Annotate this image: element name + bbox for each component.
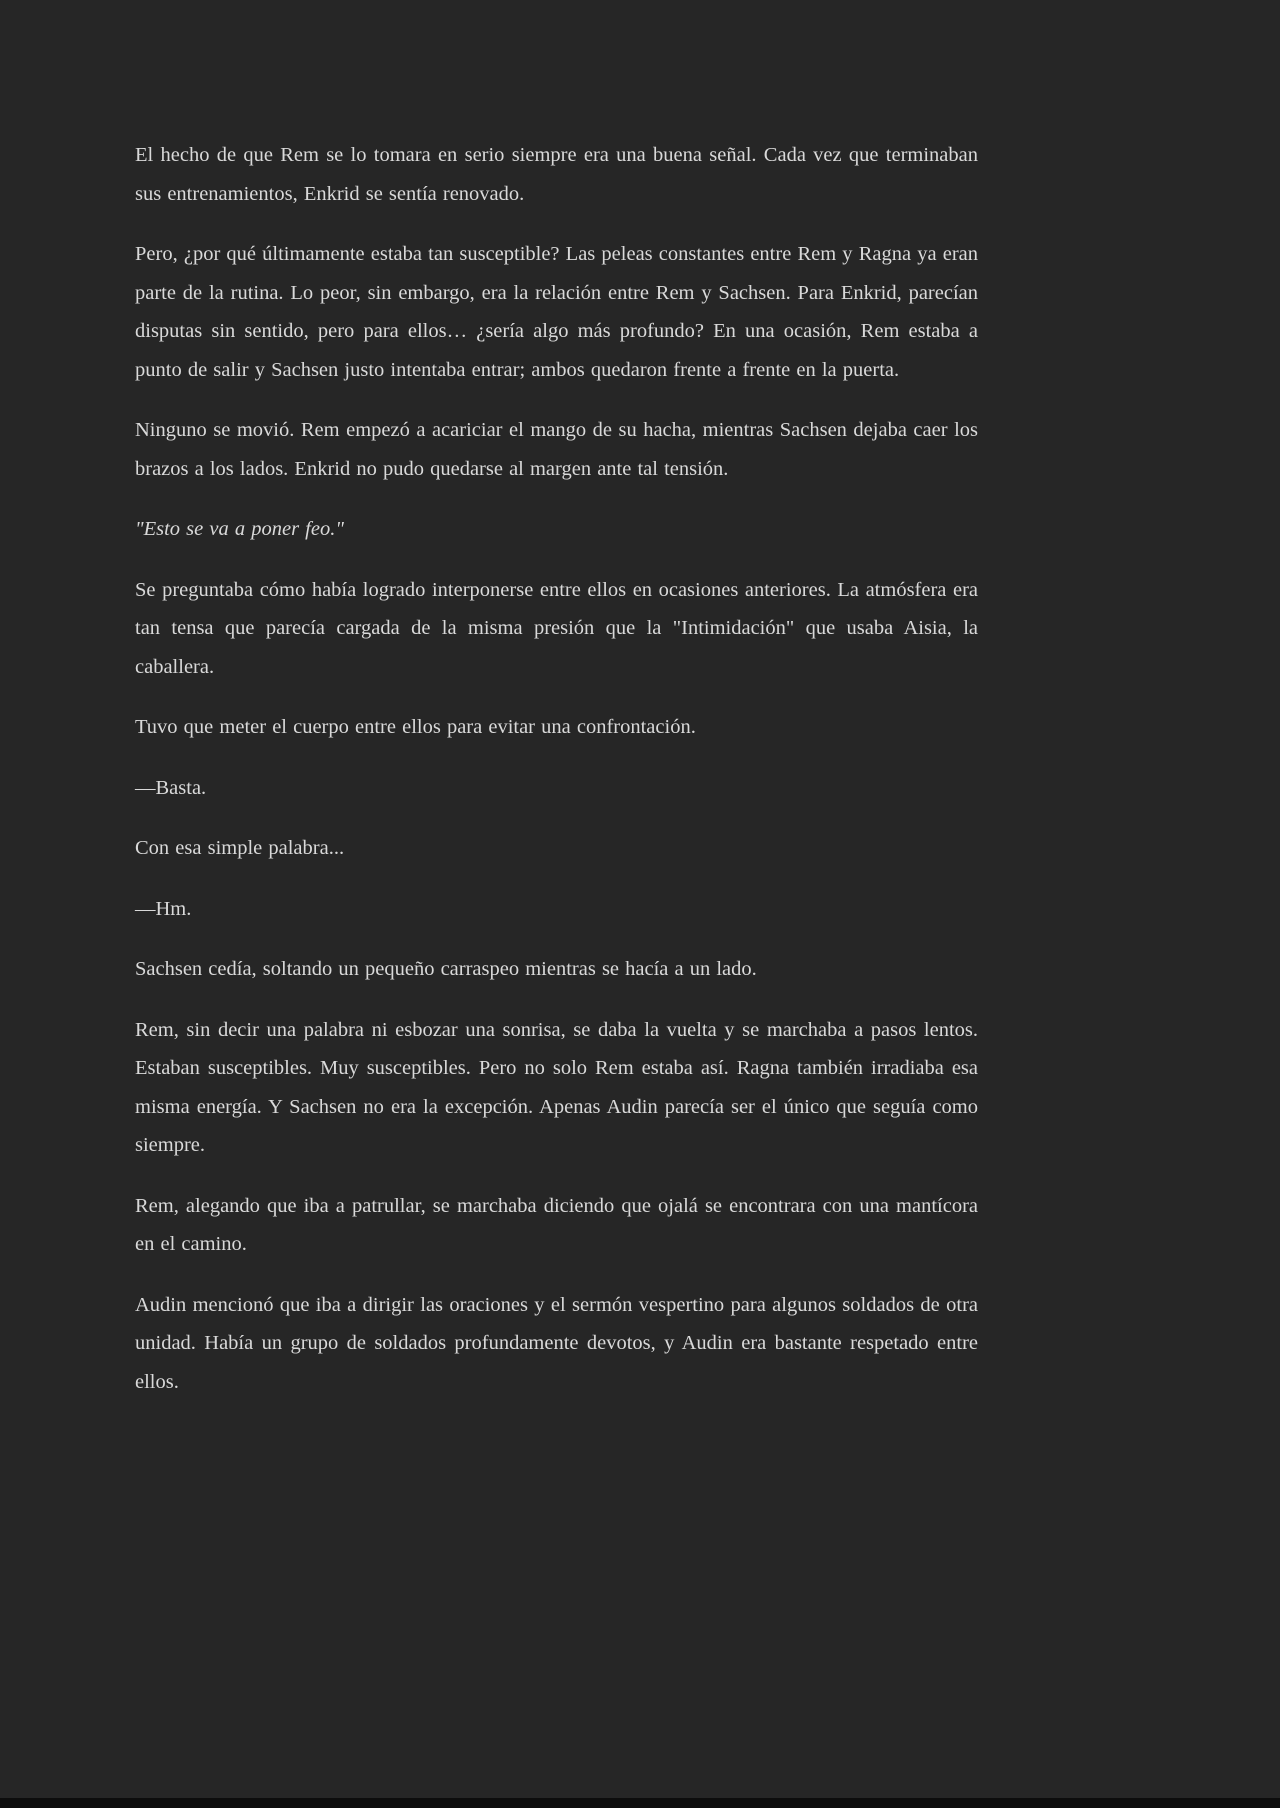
paragraph: Tuvo que meter el cuerpo entre ellos para evitar una confrontación. [135, 716, 696, 738]
paragraph: El hecho de que Rem se lo tomara en serio siempre era una buena señal. Cada vez que terminaban sus entrenamientos, Enkrid se sentía renovado. [135, 144, 978, 205]
paragraph: Audin mencionó que iba a dirigir las oraciones y el sermón vespertino para algunos soldados de otra unidad. Había un grupo de soldados profundamente devotos, y Audin era bastante respetado entre ellos. [135, 1293, 978, 1393]
paragraph-dialogue: —Basta. [135, 776, 207, 799]
paragraph: Sachsen cedía, soltando un pequeño carraspeo mientras se hacía a un lado. [135, 958, 757, 980]
paragraph-italic-thought: "Esto se va a poner feo." [135, 518, 344, 540]
chapter-text [135, 136, 978, 1423]
paragraph: Pero, ¿por qué últimamente estaba tan susceptible? Las peleas constantes entre Rem y Ragna ya eran parte de la rutina. Lo peor, sin embargo, era la relación entre Rem y Sachsen. Para Enkrid, parecían disputas sin sentido, pero para ellos… ¿sería algo más profundo? En una ocasión, Rem estaba a punto de salir y Sachsen justo intentaba entrar; ambos quedaron frente a frente en la puerta. [135, 243, 978, 381]
paragraph: Se preguntaba cómo había logrado interponerse entre ellos en ocasiones anteriores. La atmósfera era tan tensa que parecía cargada de la misma presión que la "Intimidación" que usaba Aisia, la caballera. [135, 578, 978, 678]
bottom-bar [0, 1798, 1280, 1808]
paragraph: Ninguno se movió. Rem empezó a acariciar el mango de su hacha, mientras Sachsen dejaba caer los brazos a los lados. Enkrid no pudo quedarse al margen ante tal tensión. [135, 419, 978, 480]
paragraph-dialogue: —Hm. [135, 897, 192, 920]
paragraph: Rem, alegando que iba a patrullar, se marchaba diciendo que ojalá se encontrara con una mantícora en el camino. [135, 1194, 978, 1255]
paragraph: Con esa simple palabra... [135, 837, 345, 859]
paragraph: Rem, sin decir una palabra ni esbozar una sonrisa, se daba la vuelta y se marchaba a pasos lentos. Estaban susceptibles. Muy susceptibles. Pero no solo Rem estaba así. Ragna también irradiaba esa misma energía. Y Sachsen no era la excepción. Apenas Audin parecía ser el único que seguía como siempre. [135, 1018, 978, 1156]
